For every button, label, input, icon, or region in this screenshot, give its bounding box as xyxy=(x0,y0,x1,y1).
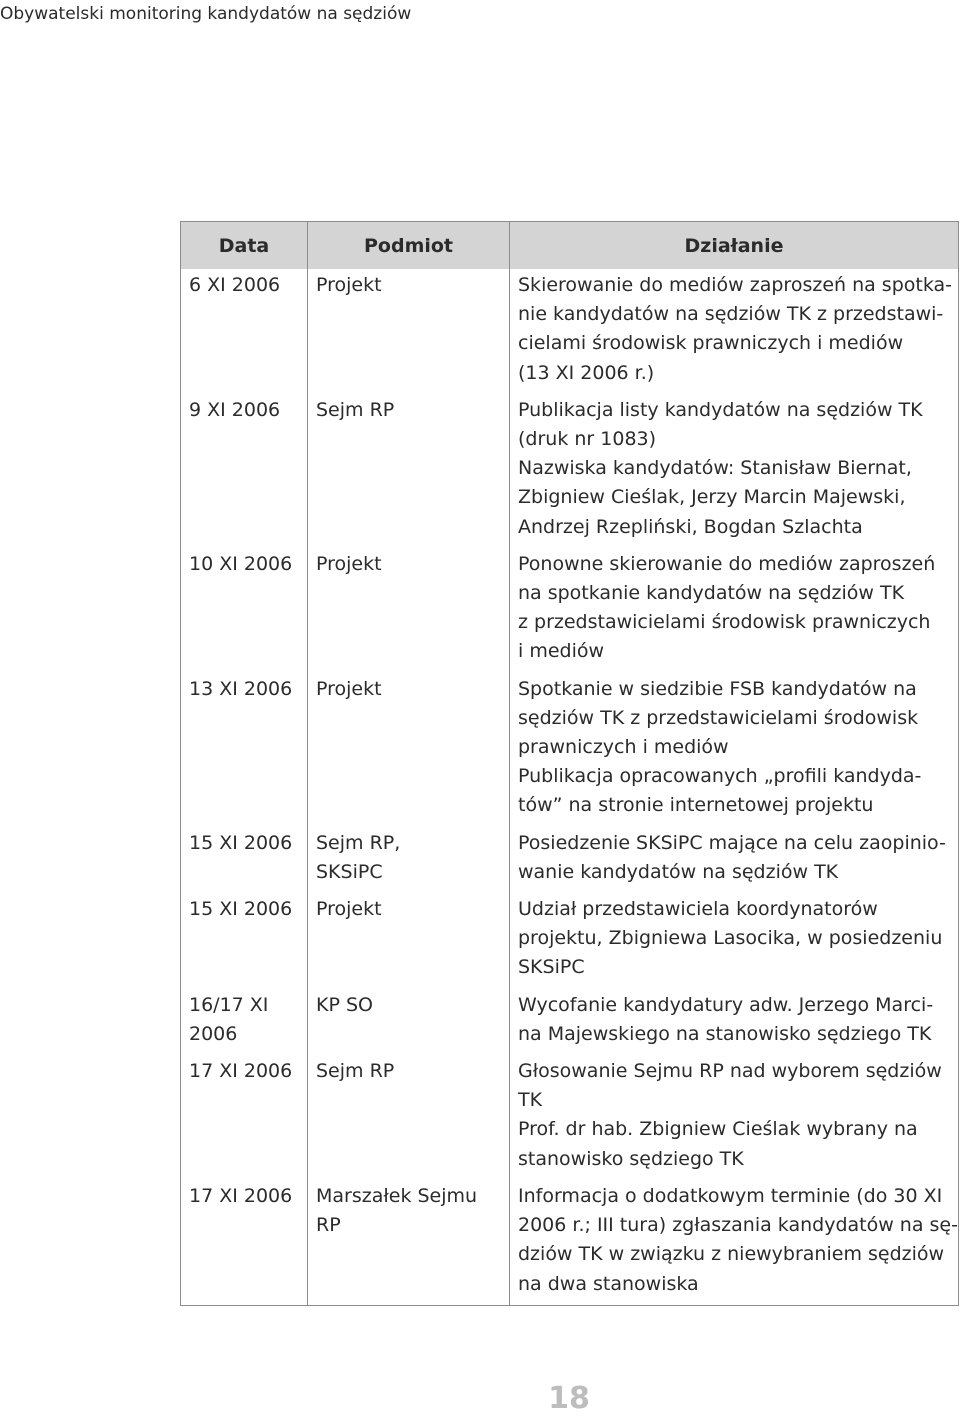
action-cell-line: stanowisko sędziego TK xyxy=(518,1147,744,1170)
table-row xyxy=(181,269,959,394)
date-cell-line: 15 XI 2006 xyxy=(189,831,293,854)
action-cell-line: wanie kandydatów na sędziów TK xyxy=(518,860,839,883)
table-row xyxy=(181,394,959,548)
column-header-date: Data xyxy=(181,222,308,270)
action-cell-line: z przedstawicielami środowisk prawniczych xyxy=(518,611,931,634)
action-cell-line: i mediów xyxy=(518,640,605,663)
action-cell xyxy=(510,269,959,394)
date-cell-line: 13 XI 2006 xyxy=(189,677,293,700)
date-cell-line: 2006 xyxy=(189,1022,238,1045)
subject-cell xyxy=(308,1055,510,1180)
table-row xyxy=(181,1180,959,1305)
date-cell-line: 10 XI 2006 xyxy=(189,552,293,575)
date-cell-line: 6 XI 2006 xyxy=(189,274,281,296)
action-cell xyxy=(510,989,959,1055)
action-cell-line: dziów TK w związku z niewybraniem sędziów xyxy=(518,1243,945,1266)
table-row xyxy=(181,827,959,893)
subject-cell-line: KP SO xyxy=(316,993,373,1016)
action-cell-line: prawniczych i mediów xyxy=(518,736,729,759)
action-cell-line: cielami środowisk prawniczych i mediów xyxy=(518,332,904,355)
date-cell-line: 16/17 XI xyxy=(189,993,269,1016)
action-cell-line: Zbigniew Cieślak, Jerzy Marcin Majewski, xyxy=(518,486,906,509)
subject-cell xyxy=(308,394,510,548)
action-cell-line: nie kandydatów na sędziów TK z przedstawi- xyxy=(518,303,944,326)
action-cell-line: (13 XI 2006 r.) xyxy=(518,361,655,384)
action-cell-line: Skierowanie do mediów zaproszeń na spotka- xyxy=(518,274,953,296)
action-cell xyxy=(510,673,959,827)
table-row xyxy=(181,548,959,673)
timeline-table xyxy=(180,221,959,1306)
table-row xyxy=(181,1055,959,1180)
table-row xyxy=(181,673,959,827)
action-cell-line: 2006 r.; III tura) zgłaszania kandydatów na sę- xyxy=(518,1214,958,1237)
action-cell-line: Prof. dr hab. Zbigniew Cieślak wybrany na xyxy=(518,1118,918,1141)
action-cell xyxy=(510,1180,959,1305)
subject-cell-line: Sejm RP xyxy=(316,1060,395,1083)
subject-cell-line: SKSiPC xyxy=(316,860,383,883)
action-cell xyxy=(510,394,959,548)
column-header-action: Działanie xyxy=(510,222,959,270)
subject-cell-line: Projekt xyxy=(316,898,382,921)
action-cell-line: TK xyxy=(518,1089,543,1112)
date-cell-line: 15 XI 2006 xyxy=(189,898,293,921)
action-cell xyxy=(510,827,959,893)
action-cell-line: projektu, Zbigniewa Lasocika, w posiedzeniu xyxy=(518,927,943,950)
action-cell-line: SKSiPC xyxy=(518,956,585,979)
running-header: Obywatelski monitoring kandydatów na sędziów xyxy=(0,4,412,24)
subject-cell-line: RP xyxy=(316,1214,341,1237)
action-cell-line: tów” na stronie internetowej projektu xyxy=(518,794,874,817)
subject-cell xyxy=(308,827,510,893)
date-cell xyxy=(181,269,308,394)
action-cell-line: Ponowne skierowanie do mediów zaproszeń xyxy=(518,552,936,575)
action-cell-line: Publikacja listy kandydatów na sędziów TK xyxy=(518,398,923,421)
action-cell-line: Posiedzenie SKSiPC mające na celu zaopinio- xyxy=(518,831,946,854)
date-cell-line: 17 XI 2006 xyxy=(189,1184,293,1207)
date-cell xyxy=(181,827,308,893)
action-cell-line: Głosowanie Sejmu RP nad wyborem sędziów xyxy=(518,1060,942,1083)
action-cell-line: (druk nr 1083) xyxy=(518,428,657,451)
action-cell-line: na spotkanie kandydatów na sędziów TK xyxy=(518,582,905,605)
subject-cell-line: Projekt xyxy=(316,677,382,700)
column-header-subject: Podmiot xyxy=(308,222,510,270)
date-cell xyxy=(181,989,308,1055)
action-cell-line: Informacja o dodatkowym terminie (do 30 XI xyxy=(518,1184,943,1207)
subject-cell xyxy=(308,548,510,673)
subject-cell-line: Sejm RP, xyxy=(316,831,401,854)
date-cell xyxy=(181,1180,308,1305)
action-cell xyxy=(510,1055,959,1180)
date-cell xyxy=(181,548,308,673)
action-cell-line: Nazwiska kandydatów: Stanisław Biernat, xyxy=(518,457,912,480)
action-cell-line: Udział przedstawiciela koordynatorów xyxy=(518,898,878,921)
table-header-row xyxy=(181,222,959,270)
subject-cell xyxy=(308,893,510,989)
page-number: 18 xyxy=(548,1381,590,1416)
date-cell xyxy=(181,394,308,548)
action-cell-line: na dwa stanowiska xyxy=(518,1272,699,1295)
table-row xyxy=(181,989,959,1055)
subject-cell-line: Marszałek Sejmu xyxy=(316,1184,478,1207)
action-cell xyxy=(510,548,959,673)
subject-cell xyxy=(308,989,510,1055)
subject-cell xyxy=(308,1180,510,1305)
date-cell xyxy=(181,673,308,827)
action-cell-line: Andrzej Rzepliński, Bogdan Szlachta xyxy=(518,515,863,538)
subject-cell xyxy=(308,269,510,394)
date-cell xyxy=(181,893,308,989)
table-row xyxy=(181,893,959,989)
action-cell-line: sędziów TK z przedstawicielami środowisk xyxy=(518,706,919,729)
subject-cell-line: Sejm RP xyxy=(316,398,395,421)
action-cell-line: na Majewskiego na stanowisko sędziego TK xyxy=(518,1022,932,1045)
action-cell xyxy=(510,893,959,989)
action-cell-line: Publikacja opracowanych „profili kandyda- xyxy=(518,765,922,788)
action-cell-line: Wycofanie kandydatury adw. Jerzego Marci- xyxy=(518,993,934,1016)
subject-cell-line: Projekt xyxy=(316,552,382,575)
action-cell-line: Spotkanie w siedzibie FSB kandydatów na xyxy=(518,677,917,700)
subject-cell-line: Projekt xyxy=(316,274,382,296)
date-cell-line: 17 XI 2006 xyxy=(189,1060,293,1083)
subject-cell xyxy=(308,673,510,827)
date-cell-line: 9 XI 2006 xyxy=(189,398,281,421)
date-cell xyxy=(181,1055,308,1180)
